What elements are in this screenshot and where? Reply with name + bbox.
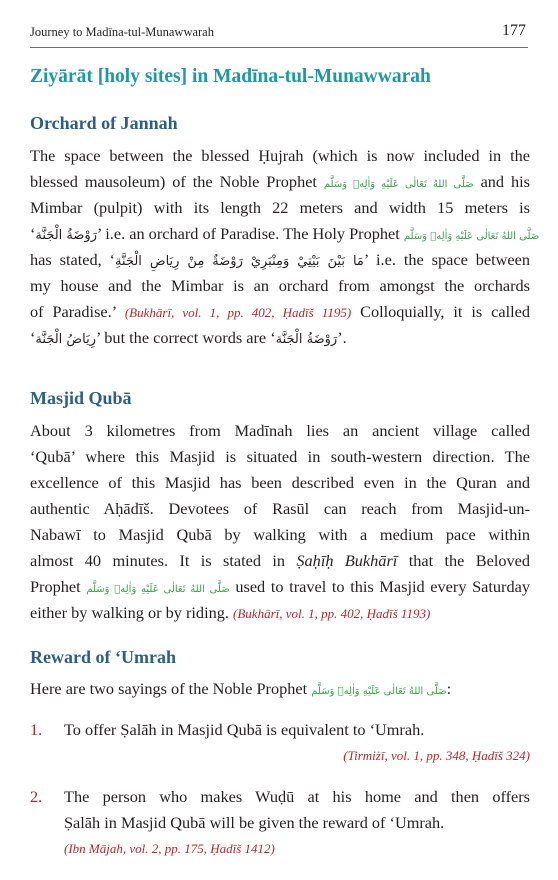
text-line: ‘Qubā’ where this Masjid is situated in south-western direction. The (30, 447, 530, 466)
text-run: of Paradise.’ (30, 302, 116, 321)
arabic-text: رِيَاضُ الْجَنَّة (35, 332, 96, 347)
text-line (30, 600, 530, 626)
paragraph-quba (30, 418, 530, 626)
text-line: Ṣalāh in Masjid Qubā will be given the reward of ‘Umrah. (64, 813, 445, 832)
text-run: that the Beloved (408, 551, 530, 570)
section-heading-orchard: Orchard of Jannah (30, 113, 178, 133)
hadith-reference: (Bukhārī, vol. 1, pp. 402, Ḥadīš 1195) (124, 305, 352, 320)
text-run: and his (480, 172, 531, 191)
text-line: Nabawī to Masjid Qubā by walking with a medium pace within (30, 525, 530, 544)
list-number: 2. (30, 787, 43, 806)
text-run: i.e. an orchard of Paradise. The Holy Prophet (105, 224, 400, 243)
text-line (30, 548, 530, 574)
text-line: ‘رَوْضَةُ الْجَنَّة’ i.e. an orchard of Paradise. The Holy Prophet صَلَّى اللهُ تَعَالٰى عَلَيْهِ وَاٰلِهٖ وَسَلَّم (30, 224, 540, 243)
text-run: Here are two sayings of the Noble Prophet (30, 679, 308, 698)
paragraph-umrah-intro (30, 676, 530, 702)
text-run: either by walking or by riding. (30, 603, 229, 622)
text-run: ’ i.e. the space between (363, 250, 530, 269)
salutation-calligraphy: صَلَّى اللهُ تَعَالٰى عَلَيْهِ وَاٰلِهٖ وَسَلَّم (403, 231, 540, 242)
text-run: ’ but the correct words are ‘ (96, 328, 276, 347)
arabic-text: مَا بَيْنَ بَيْتِيْ وَمِنْبَرِيْ رَوْضَةٌ مِنْ رِيَاضِ الْجَنَّةِ (115, 254, 364, 269)
text-line (30, 299, 530, 325)
text-line: About 3 kilometres from Madīnah lies an ancient village called (30, 421, 530, 440)
header-divider (30, 47, 528, 48)
section-heading-umrah: Reward of ‘Umrah (30, 647, 176, 667)
arabic-text: رَوْضَةُ الْجَنَّة (35, 228, 97, 243)
paragraph-orchard (30, 143, 540, 351)
text-line: ‘رِيَاضُ الْجَنَّة’ but the correct words are ‘رَوْضَةُ الْجَنَّة’. (30, 328, 347, 347)
salutation-calligraphy: صَلَّى اللهُ تَعَالٰى عَلَيْهِ وَاٰلِهٖ وَسَلَّم (323, 179, 474, 190)
book-title-inline: Ṣaḥīḥ Bukhārī (296, 551, 398, 570)
hadith-reference: (Ibn Mājah, vol. 2, pp. 175, Ḥadīš 1412) (64, 841, 275, 856)
text-line (30, 574, 530, 600)
page-header (30, 22, 528, 48)
section-heading-quba: Masjid Qubā (30, 388, 132, 408)
text-run: Colloquially, it is called (360, 302, 531, 321)
text-line: The space between the blessed Ḥujrah (which is now included in the (30, 146, 530, 165)
salutation-calligraphy: صَلَّى اللهُ تَعَالٰى عَلَيْهِ وَاٰلِهٖ وَسَلَّم (311, 686, 447, 697)
text-line (30, 169, 530, 195)
book-title: Journey to Madīna-tul-Munawwarah (30, 25, 214, 39)
hadith-reference: (Bukhārī, vol. 1, pp. 402, Ḥadīš 1193) (233, 606, 431, 621)
list-item-body (64, 784, 530, 862)
list-number: 1. (30, 720, 43, 739)
text-run: ’. (337, 328, 347, 347)
arabic-text: رَوْضَةُ الْجَنَّة (275, 332, 338, 347)
text-line: authentic Aḥādīš. Devotees of Rasūl can reach from Masjid-un- (30, 499, 530, 518)
text-line: Here are two sayings of the Noble Prophet صَلَّى اللهُ تَعَالٰى عَلَيْهِ وَاٰلِهٖ وَسَلَّم: (30, 679, 452, 698)
text-line: my house and the Mimbar is an orchard from amongst the orchards (30, 276, 530, 295)
text-line (30, 247, 530, 273)
text-run: used to travel to this Masjid every Saturday (235, 577, 530, 596)
text-line: excellence of this Masjid has been described even in the Quran and (30, 473, 530, 492)
text-run: Prophet (30, 577, 81, 596)
text-line: The person who makes Wuḍū at his home and then offers (64, 787, 530, 806)
list-item-body (64, 717, 530, 769)
text-line: To offer Ṣalāh in Masjid Qubā is equivalent to ‘Umrah. (64, 720, 425, 739)
salutation-calligraphy: صَلَّى اللهُ تَعَالٰى عَلَيْهِ وَاٰلِهٖ وَسَلَّم (86, 584, 230, 595)
page-number: 177 (502, 22, 526, 39)
page-title: Ziyārāt [holy sites] in Madīna-tul-Munawwarah (30, 66, 431, 87)
text-run: blessed mausoleum) of the Noble Prophet (30, 172, 317, 191)
text-run: almost 40 minutes. It is stated in (30, 551, 286, 570)
text-line: Mimbar (pulpit) with its length 22 meters and width 15 meters is (30, 198, 530, 217)
hadith-reference: (Tirmiżī, vol. 1, pp. 348, Ḥadīš 324) (343, 748, 530, 763)
text-run: has stated, ‘ (30, 250, 116, 269)
